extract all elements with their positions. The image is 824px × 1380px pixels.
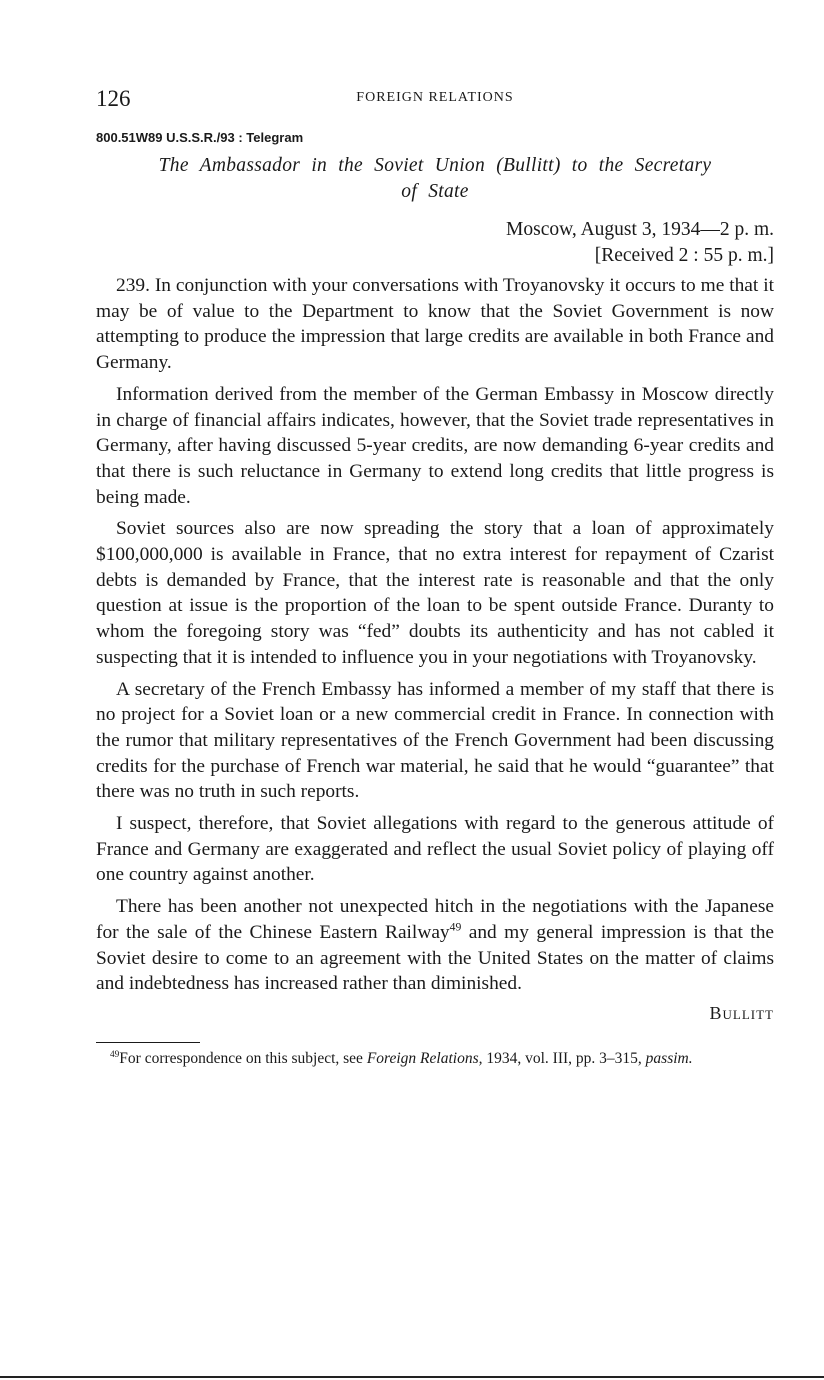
page-bottom-border [0, 1376, 824, 1378]
document-heading [96, 153, 774, 205]
paragraph-text: There has been another not unexpected hitch in the negotiations with the Japanese for the sale of the Chinese Eastern Railway [96, 896, 774, 943]
paragraph-text: and my general impression is that the Soviet desire to come to an agreement with the United States on the matter of claims and indebtedness has increased rather than diminished. [96, 921, 774, 995]
heading-line: of State [401, 181, 469, 202]
telegram-body [96, 273, 774, 997]
running-title: FOREIGN RELATIONS [356, 90, 514, 105]
footnote-text: 1934, vol. [482, 1049, 553, 1067]
paragraph: 239. In conjunction with your conversations with Troyanovsky it occurs to me that it may be of value to the Department to know that the Soviet Government is now attempting to produce the impression that large credits are available in both France and Germany. [96, 275, 774, 374]
running-head [96, 86, 774, 116]
signature: Bullitt [709, 1002, 774, 1023]
date-sent: Moscow, August 3, 1934—2 p. m. [506, 219, 774, 240]
dateline [96, 217, 774, 269]
footnote-divider [96, 1042, 200, 1043]
paragraph [96, 894, 774, 997]
footnote [96, 1049, 774, 1068]
footnote-passim: passim. [645, 1049, 693, 1067]
footnote-reference: 49 [449, 920, 462, 934]
paragraph: A secretary of the French Embassy has informed a member of my staff that there is no project for a Soviet loan or a new commercial credit in France. In connection with the rumor that military representatives of the French Government had been discussing credits for the purchase of French war material, he said that he would “guarantee” that there was no truth in such reports. [96, 678, 774, 803]
file-reference: 800.51W89 U.S.S.R./93 : Telegram [96, 130, 304, 145]
footnote-text: For correspondence on this subject, see [119, 1049, 367, 1067]
date-received: [Received 2 : 55 p. m.] [594, 245, 774, 266]
document-page [96, 86, 774, 1068]
footnote-marker: 49 [110, 1049, 120, 1060]
paragraph: Soviet sources also are now spreading the story that a loan of approximately $100,000,000 is available in France, that no extra interest for repayment of Czarist debts is demanded by France, that the interest rate is reasonable and that the only question at issue is the proportion of the loan to be spent outside France. Duranty to whom the foregoing story was “fed” doubts its authenticity and has not cabled it suspecting that it is intended to influence you in your negotiations with Troyanovsky. [96, 518, 774, 668]
footnote-title: Foreign Relations, [366, 1049, 483, 1067]
paragraph: I suspect, therefore, that Soviet allegations with regard to the generous attitude of France and Germany are exaggerated and reflect the usual Soviet policy of playing off one country against another. [96, 813, 774, 886]
paragraph: Information derived from the member of the German Embassy in Moscow directly in charge of financial affairs indicates, however, that the Soviet trade representatives in Germany, after having discussed 5-year credits, are now demanding 6-year credits and that there is such reluctance in Germany to extend long credits that little progress is being made. [96, 383, 774, 508]
heading-line: The Ambassador in the Soviet Union (Bullitt) to the Secretary [158, 155, 712, 176]
footnote-text: , pp. 3–315, [568, 1049, 646, 1067]
footnote-volume: III [552, 1049, 569, 1067]
page-number: 126 [96, 86, 131, 111]
